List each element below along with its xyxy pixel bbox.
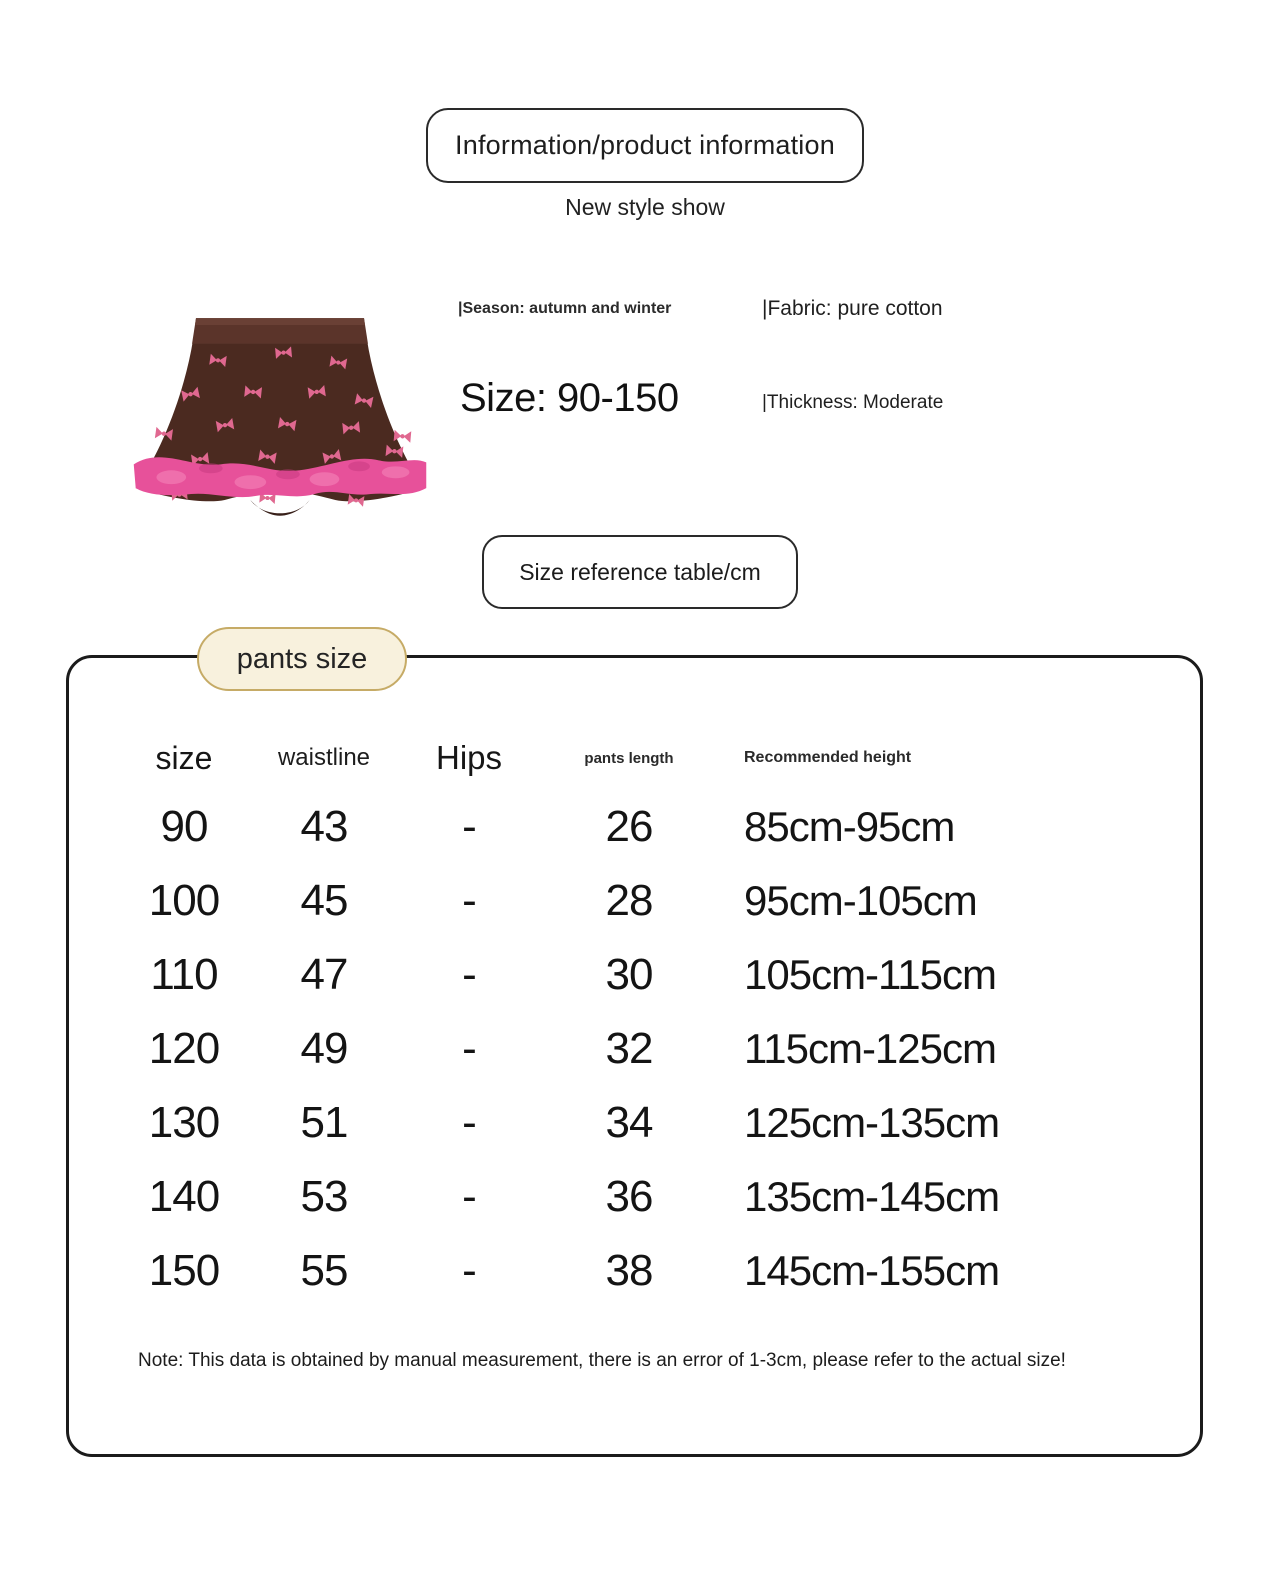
page-title: Information/product information: [455, 130, 835, 160]
product-photo-shorts: [112, 296, 448, 528]
table-cell-waistline: 51: [300, 1098, 348, 1147]
table-cell-waistline: 43: [300, 802, 348, 851]
table-cell-pants-length: 32: [605, 1024, 653, 1073]
pants-size-badge-label: pants size: [236, 642, 368, 675]
table-cell-size: 110: [150, 950, 218, 999]
table-cell-hips: -: [462, 1246, 476, 1295]
table-cell-recommended-height: 95cm-105cm: [744, 877, 977, 924]
column-header-waistline: waistline: [277, 744, 371, 771]
table-cell-recommended-height: 145cm-155cm: [744, 1247, 1000, 1294]
thickness-label: |Thickness: Moderate: [762, 392, 944, 413]
table-cell-hips: -: [462, 1024, 476, 1073]
table-cell-hips: -: [462, 1172, 476, 1221]
table-cell-size: 130: [148, 1098, 220, 1147]
table-cell-pants-length: 30: [605, 950, 653, 999]
table-cell-waistline: 47: [300, 950, 348, 999]
table-cell-waistline: 45: [300, 876, 348, 925]
column-header-hips: Hips: [435, 739, 503, 776]
table-cell-size: 90: [160, 802, 208, 851]
table-cell-waistline: 53: [300, 1172, 348, 1221]
table-cell-pants-length: 34: [605, 1098, 653, 1147]
table-cell-size: 120: [148, 1024, 220, 1073]
subtitle: New style show: [565, 194, 725, 220]
size-table: [114, 726, 1014, 1308]
column-header-pants-length: pants length: [584, 749, 674, 767]
size-reference-pill: [482, 535, 798, 609]
table-cell-size: 150: [148, 1246, 220, 1295]
season-label: |Season: autumn and winter: [458, 300, 672, 317]
table-cell-recommended-height: 105cm-115cm: [744, 951, 996, 998]
table-cell-size: 140: [148, 1172, 220, 1221]
table-cell-waistline: 55: [300, 1246, 348, 1295]
size-range: Size: 90-150: [460, 376, 679, 420]
table-cell-pants-length: 36: [605, 1172, 653, 1221]
table-cell-pants-length: 28: [605, 876, 653, 925]
table-cell-pants-length: 38: [605, 1246, 653, 1295]
size-reference-label: Size reference table/cm: [519, 558, 761, 585]
size-table-container: [66, 655, 1203, 1457]
table-cell-hips: -: [462, 802, 476, 851]
table-cell-hips: -: [462, 950, 476, 999]
fabric-label: |Fabric: pure cotton: [762, 297, 943, 320]
column-header-recommended-height: Recommended height: [744, 749, 912, 766]
table-cell-hips: -: [462, 1098, 476, 1147]
pants-size-badge: [197, 627, 407, 691]
measurement-note: Note: This data is obtained by manual measurement, there is an error of 1-3cm, please refer to the actual size!: [138, 1350, 1066, 1371]
table-cell-waistline: 49: [300, 1024, 348, 1073]
table-cell-recommended-height: 135cm-145cm: [744, 1173, 1000, 1220]
table-cell-pants-length: 26: [605, 802, 653, 851]
column-header-size: size: [155, 739, 213, 776]
table-cell-recommended-height: 115cm-125cm: [744, 1025, 996, 1072]
table-cell-hips: -: [462, 876, 476, 925]
table-cell-recommended-height: 85cm-95cm: [744, 803, 955, 850]
title-pill: [426, 108, 864, 183]
table-cell-size: 100: [148, 876, 220, 925]
table-cell-recommended-height: 125cm-135cm: [744, 1099, 1000, 1146]
